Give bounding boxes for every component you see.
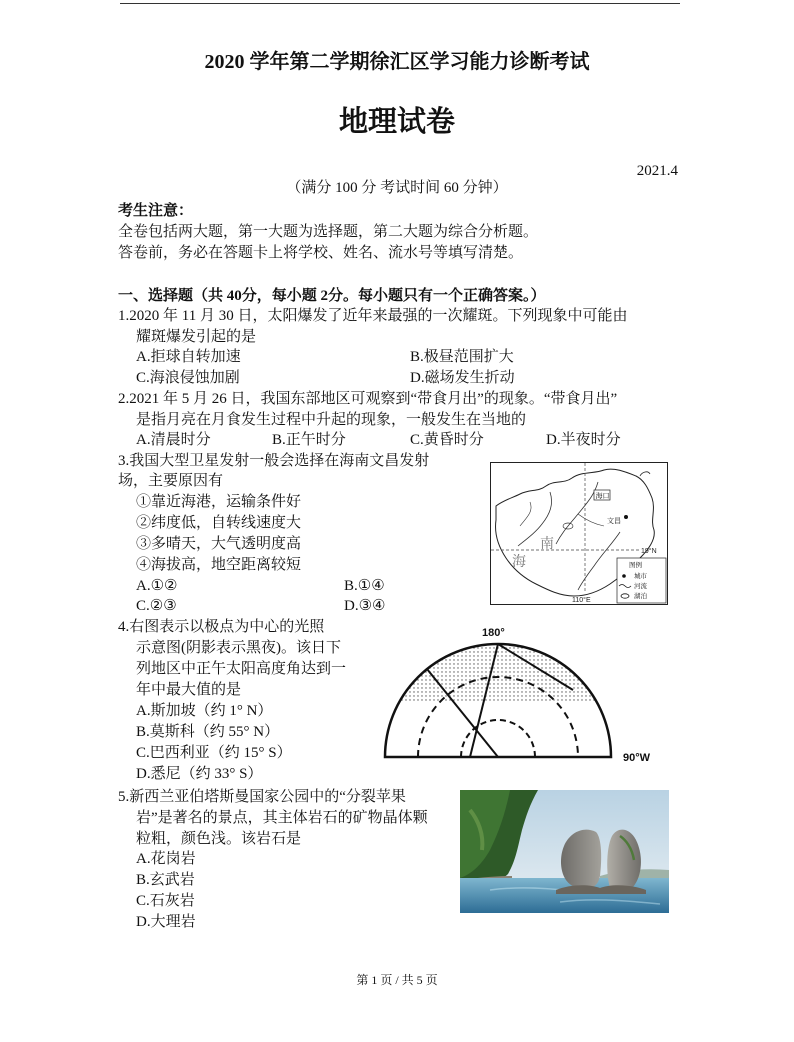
legend-title: 图例 — [629, 562, 642, 569]
question-1-stem: 1.2020 年 11 月 30 日，太阳爆发了近年来最强的一次耀斑。下列现象中可能由 — [118, 308, 628, 324]
exam-info: （满分 100 分 考试时间 60 分钟） — [286, 180, 508, 196]
question-1-option-c: C.海浪侵蚀加剧 — [136, 370, 240, 386]
question-4-stem: 列地区中正午太阳高度角达到一 — [136, 661, 347, 677]
question-2-stem: 是指月亮在月食发生过程中升起的现象，一般发生在当地的 — [136, 412, 527, 428]
question-4-option-b: B.莫斯科（约 55° N） — [136, 724, 280, 740]
island-label-char: 海 — [512, 553, 526, 569]
question-5-option-b: B.玄武岩 — [136, 872, 195, 888]
notice-line: 全卷包括两大题，第一大题为选择题，第二大题为综合分析题。 — [118, 224, 539, 240]
question-3-option-c: C.②③ — [136, 598, 177, 614]
question-4-stem: 4.右图表示以极点为中心的光照 — [118, 619, 325, 635]
notice-line: 答卷前，务必在答题卡上将学校、姓名、流水号等填写清楚。 — [118, 245, 524, 261]
question-4-option-a: A.斯加坡（约 1° N） — [136, 703, 273, 719]
city-symbol-icon — [622, 574, 626, 578]
question-3-stem: 场，主要原因有 — [118, 473, 224, 489]
question-4-stem: 示意图(阴影表示黑夜)。该日下 — [136, 640, 341, 656]
question-3-reason: ①靠近海港，运输条件好 — [136, 494, 302, 510]
question-3-option-d: D.③④ — [344, 598, 386, 614]
question-2-option-c: C.黄昏时分 — [410, 432, 484, 448]
question-4-option-c: C.巴西利亚（约 15° S） — [136, 745, 292, 761]
section-heading: 一、选择题（共 40分，每小题 2分。每小题只有一个正确答案。） — [118, 288, 546, 304]
top-rule — [120, 3, 680, 4]
question-4-option-d: D.悉尼（约 33° S） — [136, 766, 263, 782]
question-5-option-c: C.石灰岩 — [136, 893, 195, 909]
diagram-top-label: 180° — [482, 627, 505, 639]
latitude-label: 19°N — [641, 548, 657, 555]
exam-title: 2020 学年第二学期徐汇区学习能力诊断考试 — [204, 51, 590, 73]
question-5-option-a: A.花岗岩 — [136, 851, 196, 867]
question-3-option-a: A.①② — [136, 578, 178, 594]
question-3-reason: ③多晴天，大气透明度高 — [136, 536, 302, 552]
legend-item: 城市 — [634, 573, 647, 580]
longitude-label: 110°E — [572, 597, 591, 604]
question-3-reason: ④海拔高，地空距离较短 — [136, 557, 302, 573]
island-label-char: 南 — [540, 535, 554, 551]
exam-subject: 地理试卷 — [338, 106, 455, 138]
question-3-stem: 3.我国大型卫星发射一般会选择在海南文昌发射 — [118, 453, 430, 469]
question-2-stem: 2.2021 年 5 月 26 日，我国东部地区可观察到“带食月出”的现象。“带食月出” — [118, 391, 618, 407]
city-wenchang-label: 文昌 — [607, 518, 621, 525]
question-1-stem: 耀斑爆发引起的是 — [136, 329, 257, 345]
question-1-option-a: A.拒球自转加速 — [136, 349, 241, 365]
question-3-reason: ②纬度低，自转线速度大 — [136, 515, 302, 531]
diagram-right-label: 90°W — [623, 752, 651, 764]
question-2-option-a: A.清晨时分 — [136, 432, 211, 448]
city-wenchang-marker — [624, 515, 628, 519]
question-5-stem: 5.新西兰亚伯塔斯曼国家公园中的“分裂苹果 — [118, 789, 406, 805]
question-1-option-d: D.磁场发生折动 — [410, 370, 515, 386]
split-apple-rock-photo — [460, 790, 669, 913]
hainan-map — [490, 462, 668, 605]
exam-date: 2021.4 — [636, 163, 678, 179]
question-4-stem: 年中最大值的是 — [136, 682, 242, 698]
question-5-option-d: D.大理岩 — [136, 914, 196, 930]
illumination-diagram — [380, 622, 680, 767]
page-footer: 第 1 页 / 共 5 页 — [356, 973, 438, 987]
question-2-option-d: D.半夜时分 — [546, 432, 621, 448]
question-2-option-b: B.正午时分 — [272, 432, 346, 448]
notice-heading: 考生注意： — [118, 203, 194, 219]
legend-item: 湖泊 — [634, 593, 647, 600]
question-5-stem: 粒粗，颜色浅。该岩石是 — [136, 831, 302, 847]
question-5-stem: 岩”是著名的景点，其主体岩石的矿物晶体颗 — [136, 810, 428, 826]
question-1-option-b: B.极昼范围扩大 — [410, 349, 514, 365]
city-haikou-label: 海口 — [595, 493, 610, 500]
question-3-option-b: B.①④ — [344, 578, 385, 594]
legend-item: 河流 — [634, 583, 647, 590]
